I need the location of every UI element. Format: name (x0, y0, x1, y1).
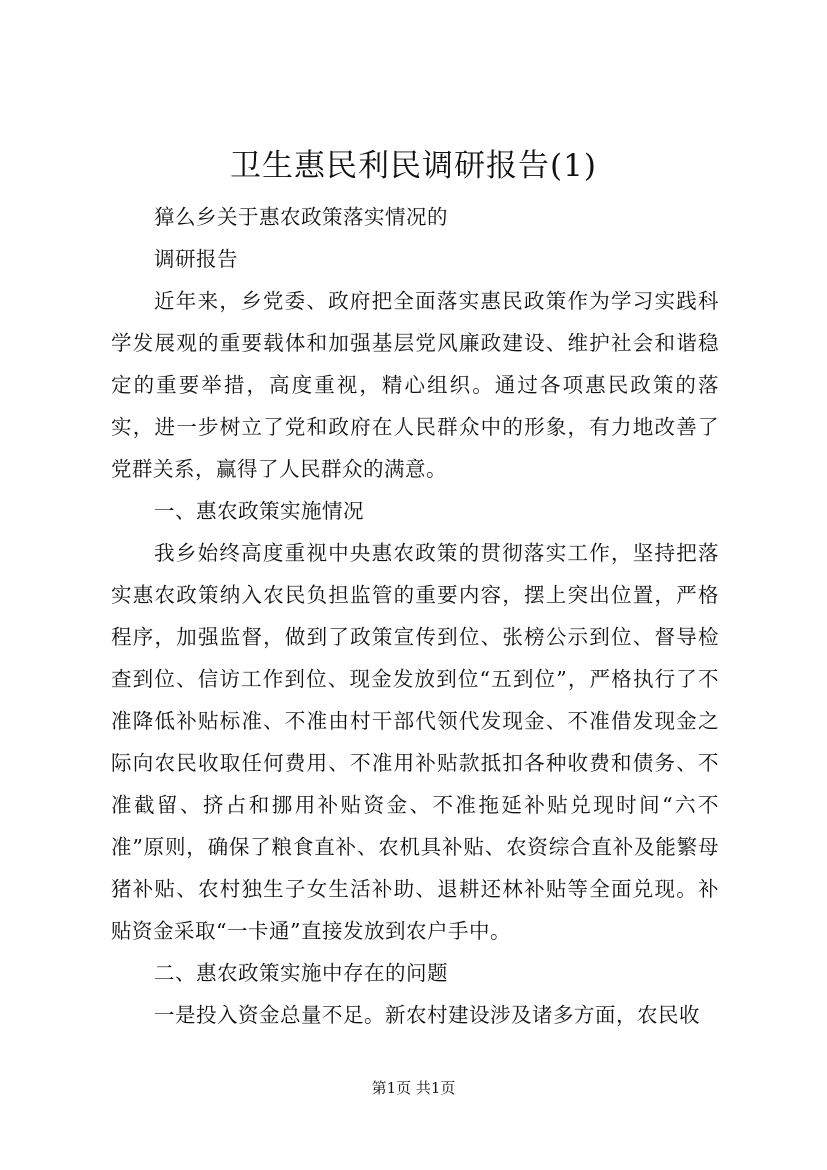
subtitle-line-2: 调研报告 (154, 247, 239, 271)
paragraph-intro: 近年来，乡党委、政府把全面落实惠民政策作为学习实践科学发展观的重要载体和加强基层党风廉政建设、维护社会和谐稳定的重要举措，高度重视，精心组织。通过各项惠民政策的落实，进一步树立了党和政府在人民群众中的形象，有力地改善了党群关系，赢得了人民群众的满意。 (111, 289, 719, 481)
paragraph-implementation: 我乡始终高度重视中央惠农政策的贯彻落实工作，坚持把落实惠农政策纳入农民负担监管的重要内容，摆上突出位置，严格程序，加强监督，做到了政策宣传到位、张榜公示到位、督导检查到位、信访工作到位、现金发放到位“五到位”，严格执行了不准降低补贴标准、不准由村干部代领代发现金、不准借发现金之际向农民收取任何费用、不准用补贴款抵扣各种收费和债务、不准截留、挤占和挪用补贴资金、不准拖延补贴兑现时间“六不准”原则，确保了粮食直补、农机具补贴、农资综合直补及能繁母猪补贴、农村独生子女生活补助、退耕还林补贴等全面兑现。补贴资金采取“一卡通”直接发放到农户手中。 (111, 541, 719, 943)
section-heading-1: 一、惠农政策实施情况 (154, 499, 365, 523)
subtitle-line-1: 獐么乡关于惠农政策落实情况的 (154, 205, 449, 229)
page-footer: 第1页 共1页 (371, 1079, 456, 1097)
paragraph-problems: 一是投入资金总量不足。新农村建设涉及诸多方面，农民收 (154, 1003, 701, 1027)
document-title: 卫生惠民利民调研报告(1) (230, 148, 597, 184)
document-body (111, 196, 719, 1036)
section-heading-2: 二、惠农政策实施中存在的问题 (154, 961, 449, 985)
